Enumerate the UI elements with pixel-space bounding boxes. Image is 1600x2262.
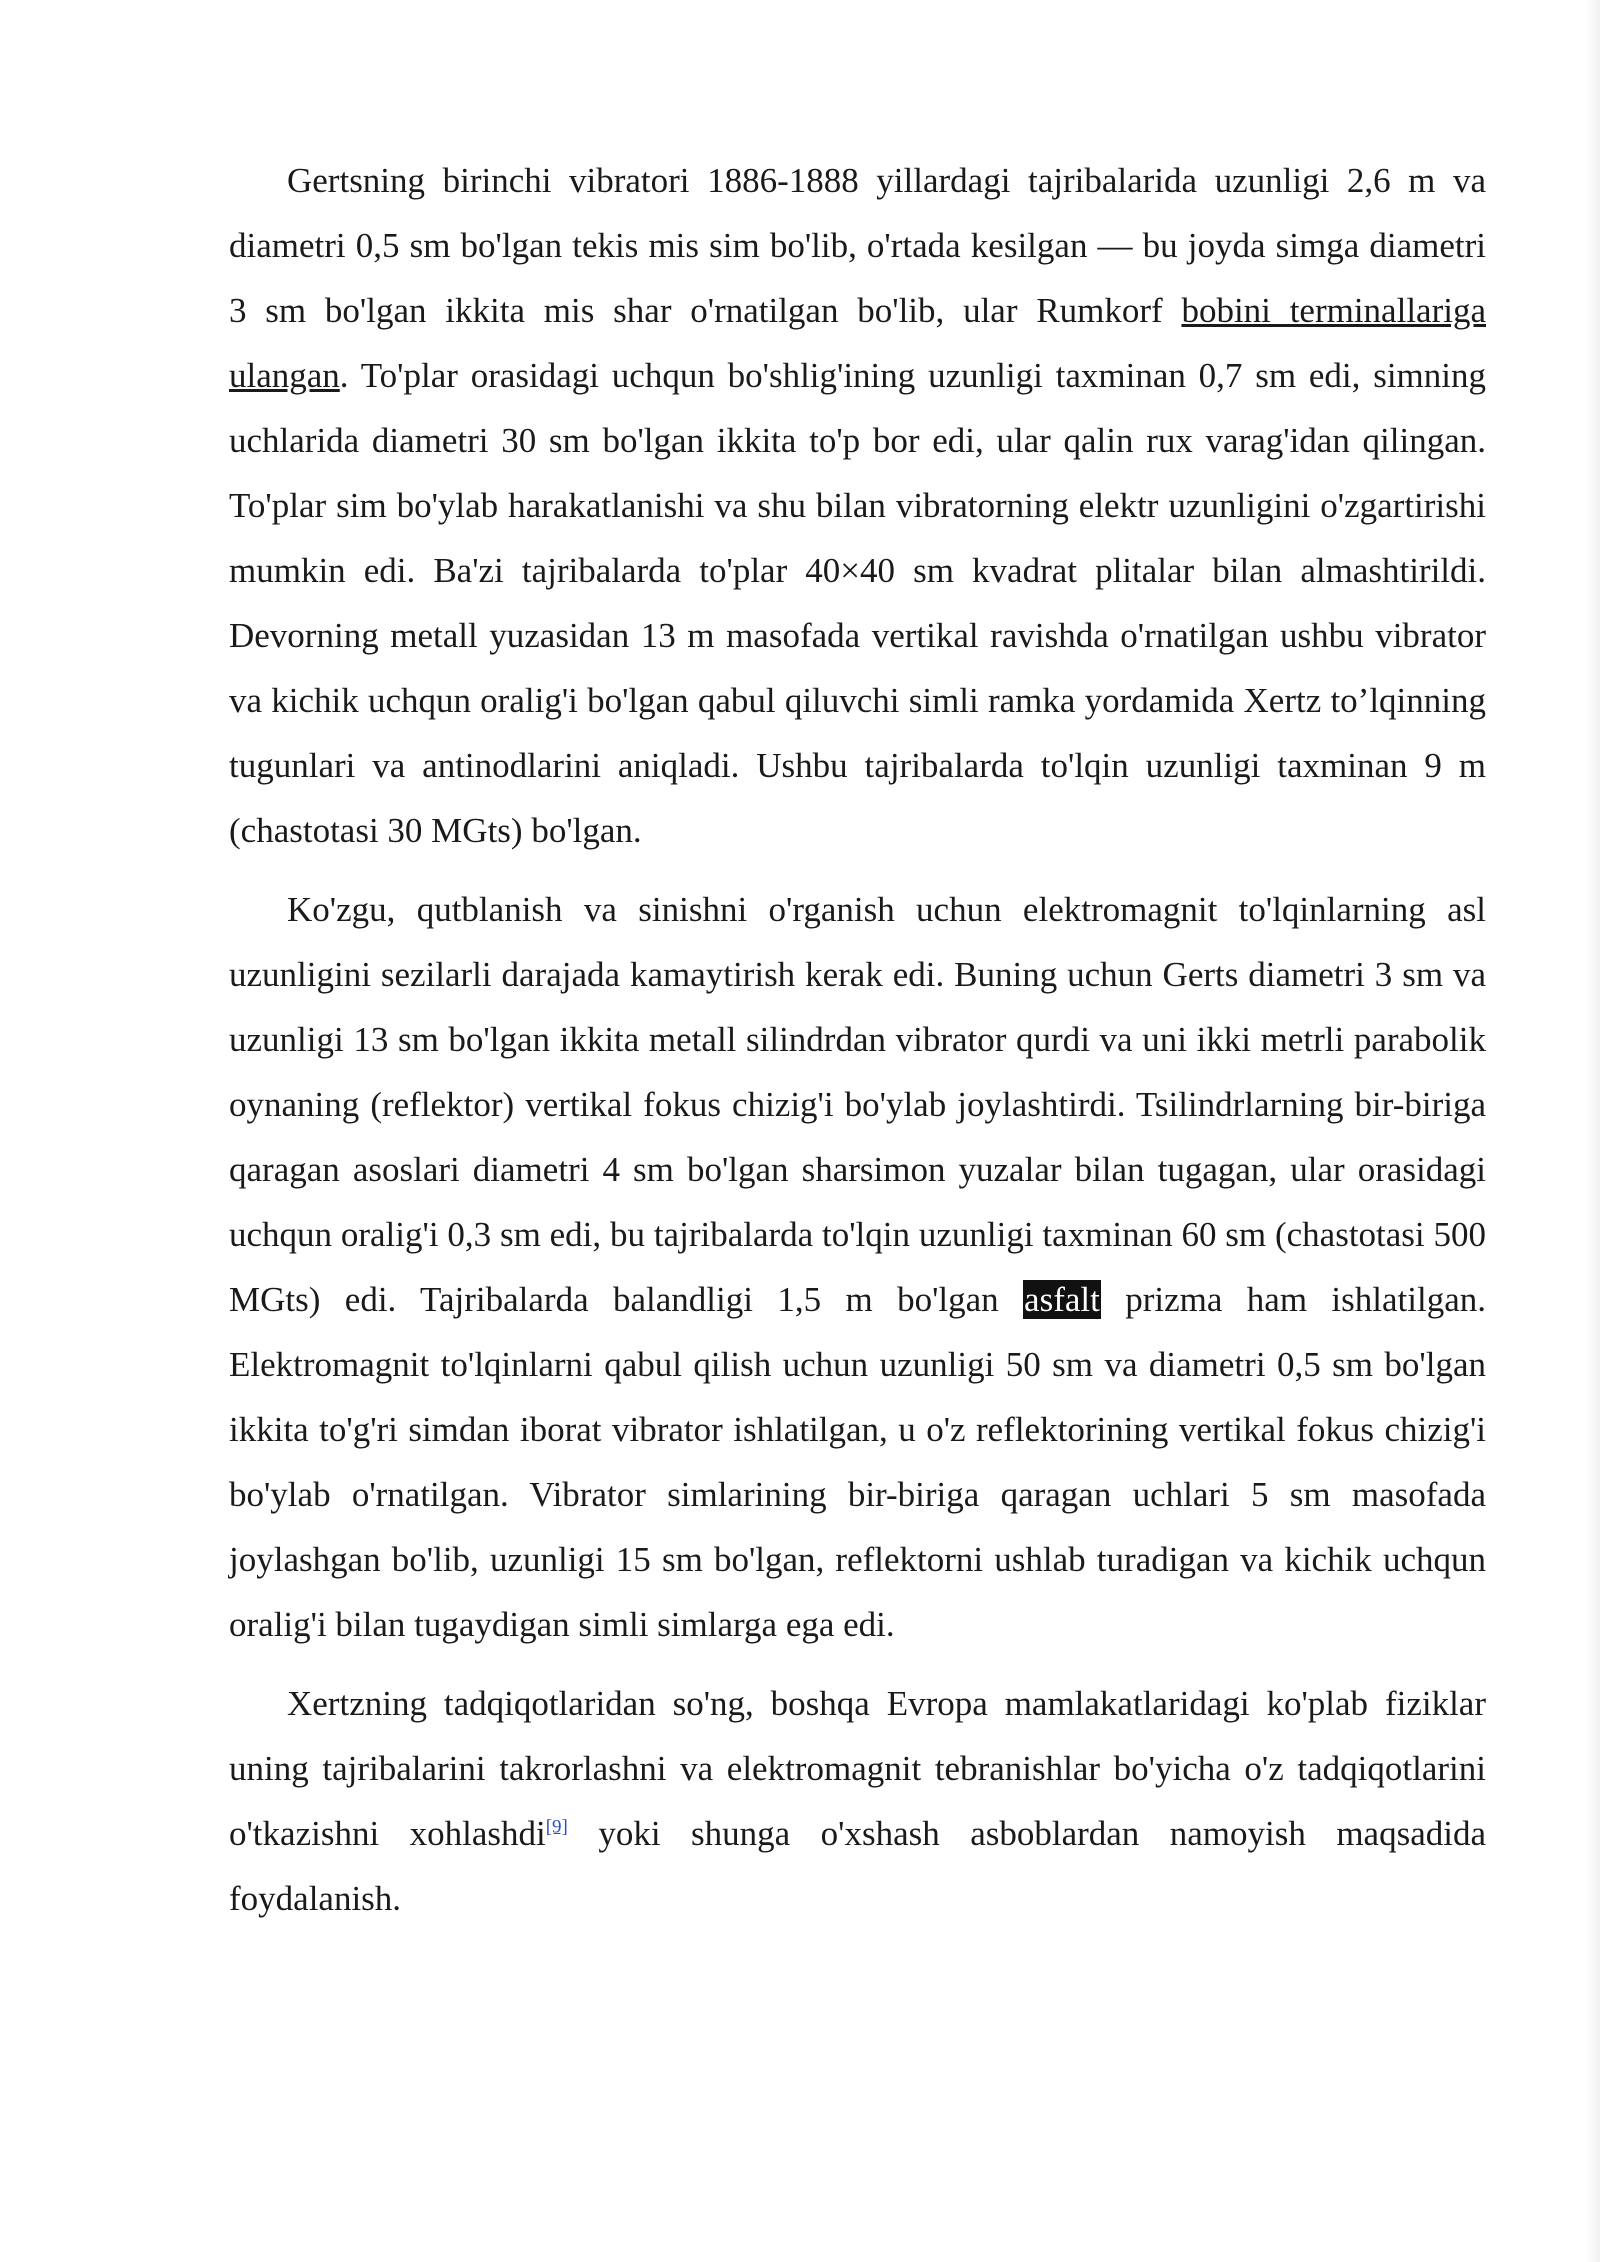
footnote-reference (546, 1816, 568, 1837)
paragraph-reflection-polarization (229, 877, 1486, 1657)
paragraph-1-text-end: . To'plar orasidagi uchqun bo'shlig'ining uzunligi taxminan 0,7 sm edi, simning uchlarida diametri 30 sm bo'lgan ikkita to'p bor edi, ular qalin rux varag'idan qilingan. To'plar sim bo'ylab harakatlanishi va shu bilan vibratorning elektr uzunligini o'zgartirishi mumkin edi. Ba'zi tajribalarda to'plar 40×40 sm kvadrat plitalar bilan almashtirildi. Devorning metall yuzasidan 13 m masofada vertikal ravishda o'rnatilgan ushbu vibrator va kichik uchqun oralig'i bo'lgan qabul qiluvchi simli ramka yordamida Xertz to’lqinning tugunlari va antinodlarini aniqladi. Ushbu tajribalarda to'lqin uzunligi taxminan 9 m (chastotasi 30 MGts) bo'lgan. (229, 356, 1486, 850)
bobini-terminallariga-link[interactable]: bobini terminallariga ulangan (229, 291, 1486, 395)
paragraph-2-text-end: prizma ham ishlatilgan. Elektromagnit to'lqinlarni qabul qilish uchun uzunligi 50 sm va diametri 0,5 sm bo'lgan ikkita to'g'ri simdan iborat vibrator ishlatilgan, u o'z reflektorining vertikal fokus chizig'i bo'ylab o'rnatilgan. Vibrator simlarining bir-biriga qaragan uchlari 5 sm masofada joylashgan bo'lib, uzunligi 15 sm bo'lgan, reflektorni ushlab turadigan va kichik uchqun oralig'i bilan tugaydigan simli simlarga ega edi. (229, 1280, 1486, 1644)
footnote-9-link[interactable]: [9] (545, 1816, 568, 1838)
paragraph-2-text-start: Ko'zgu, qutblanish va sinishni o'rganish uchun elektromagnit to'lqinlarning asl uzunligini sezilarli darajada kamaytirish kerak edi. Buning uchun Gerts diametri 3 sm va uzunligi 13 sm bo'lgan ikkita metall silindrdan vibrator qurdi va uni ikki metrli parabolik oynaning (reflektor) vertikal fokus chizig'i bo'ylab joylashtirdi. Tsilindrlarning bir-biriga qaragan asoslari diametri 4 sm bo'lgan sharsimon yuzalar bilan tugagan, ular orasidagi uchqun oralig'i 0,3 sm edi, bu tajribalarda to'lqin uzunligi taxminan 60 sm (chastotasi 500 MGts) edi. Tajribalarda balandligi 1,5 m bo'lgan (229, 890, 1486, 1319)
paragraph-gerts-first-vibrator (229, 148, 1486, 863)
paragraph-3-text-end: yoki shunga o'xshash asboblardan namoyish maqsadida foydalanish. (229, 1814, 1486, 1918)
highlighted-word-asfalt: asfalt (1024, 1280, 1100, 1319)
text-column (229, 148, 1486, 1931)
paragraph-1-text-start: Gertsning birinchi vibratori 1886-1888 yillardagi tajribalarida uzunligi 2,6 m va diametri 0,5 sm bo'lgan tekis mis sim bo'lib, o'rtada kesilgan — bu joyda simga diametri 3 sm bo'lgan ikkita mis shar o'rnatilgan bo'lib, ular Rumkorf (229, 161, 1486, 330)
page-edge-shadow (1586, 0, 1600, 2262)
paragraph-3-text-start: Xertzning tadqiqotlaridan so'ng, boshqa Evropa mamlakatlaridagi ko'plab fiziklar uning tajribalarini takrorlashni va elektromagnit tebranishlar bo'yicha o'z tadqiqotlarini o'tkazishni xohlashdi (229, 1684, 1486, 1853)
paragraph-european-physicists (229, 1671, 1486, 1931)
